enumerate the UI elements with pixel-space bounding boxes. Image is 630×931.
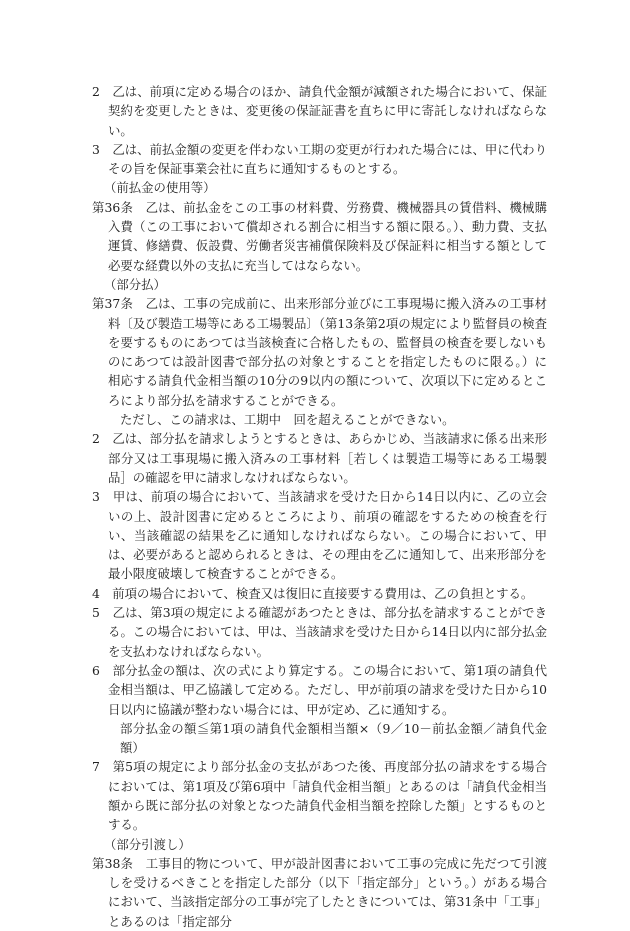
article-37-paragraph-3: 3 甲は、前項の場合において、当該請求を受けた日から14日以内に、乙の立会いの上、設計図書に定めるところにより、前項の確認をするための検査を行い、当該確認の結果を乙に通知しなければならない。この場合において、甲は、必要があると認められるときは、その理由を乙に通知して、出来形部分を最小限度破壊して検査することができる。 [92, 489, 547, 582]
article-36: 第36条 乙は、前払金をこの工事の材料費、労務費、機械器具の賃借料、機械購入費（この工事において償却される割合に相当する額に限る。）、動力費、支払運賃、修繕費、仮設費、労働者災害補償保険料及び保証料に相当する額として必要な経費以外の支払に充当してはならない。 [92, 199, 547, 273]
article-37-paragraph-5: 5 乙は、第3項の規定による確認があつたときは、部分払を請求することができる。この場合においては、甲は、当該請求を受けた日から14日以内に部分払金を支払わなければならない。 [92, 605, 547, 659]
article-37-proviso: ただし、この請求は、工期中 回を超えることができない。 [120, 412, 455, 428]
article-37-caption: （部分払） [104, 276, 166, 292]
article-37-paragraph-2: 2 乙は、部分払を請求しようとするときは、あらかじめ、当該請求に係る出来形部分又は工事現場に搬入済みの工事材料［若しくは製造工場等にある工場製品］の確認を甲に請求しなければならない。 [92, 431, 547, 485]
article-38: 第38条 工事目的物について、甲が設計図書において工事の完成に先だつて引渡しを受けるべきことを指定した部分（以下「指定部分」という。）がある場合において、当該指定部分の工事が完了したときについては、第31条中「工事」とあるのは「指定部分 [92, 855, 547, 929]
contract-text-body [92, 82, 547, 931]
article-35-paragraph-3: 3 乙は、前払金額の変更を伴わない工期の変更が行われた場合には、甲に代わりその旨を保証事業会社に直ちに通知するものとする。 [92, 141, 547, 177]
article-37-paragraph-1: 第37条 乙は、工事の完成前に、出来形部分並びに工事現場に搬入済みの工事材料〔及び製造工場等にある工場製品〕（第13条第2項の規定により監督員の検査を要するものにあつては当該検査に合格したもの、監督員の検査を要しないものにあつては設計図書で部分払の対象とすることを指定したものに限る。）に相応する請負代金相当額の10分の9以内の額について、次項以下に定めるところにより部分払を請求することができる。 [92, 296, 547, 408]
article-36-caption: （前払金の使用等） [104, 180, 216, 196]
article-37-paragraph-6: 6 部分払金の額は、次の式により算定する。この場合において、第1項の請負代金相当額は、甲乙協議して定める。ただし、甲が前項の請求を受けた日から10日以内に協議が整わない場合には、甲が定め、乙に通知する。 [92, 662, 547, 717]
article-37-paragraph-4: 4 前項の場合において、検査又は復旧に直接要する費用は、乙の負担とする。 [92, 585, 534, 601]
partial-payment-formula: 部分払金の額≦第1項の請負代金額相当額×（9／10－前払金額／請負代金額） [120, 720, 547, 756]
article-38-caption: （部分引渡し） [104, 836, 191, 852]
article-37-paragraph-7: 7 第5項の規定により部分払金の支払があつた後、再度部分払の請求をする場合においては、第1項及び第6項中「請負代金相当額」とあるのは「請負代金相当額から既に部分払の対象となつた請負代金相当額を控除した額」とするものとする。 [92, 759, 547, 833]
article-35-paragraph-2: 2 乙は、前項に定める場合のほか、請負代金額が減額された場合において、保証契約を変更したときは、変更後の保証証書を直ちに甲に寄託しなければならない。 [92, 84, 547, 138]
